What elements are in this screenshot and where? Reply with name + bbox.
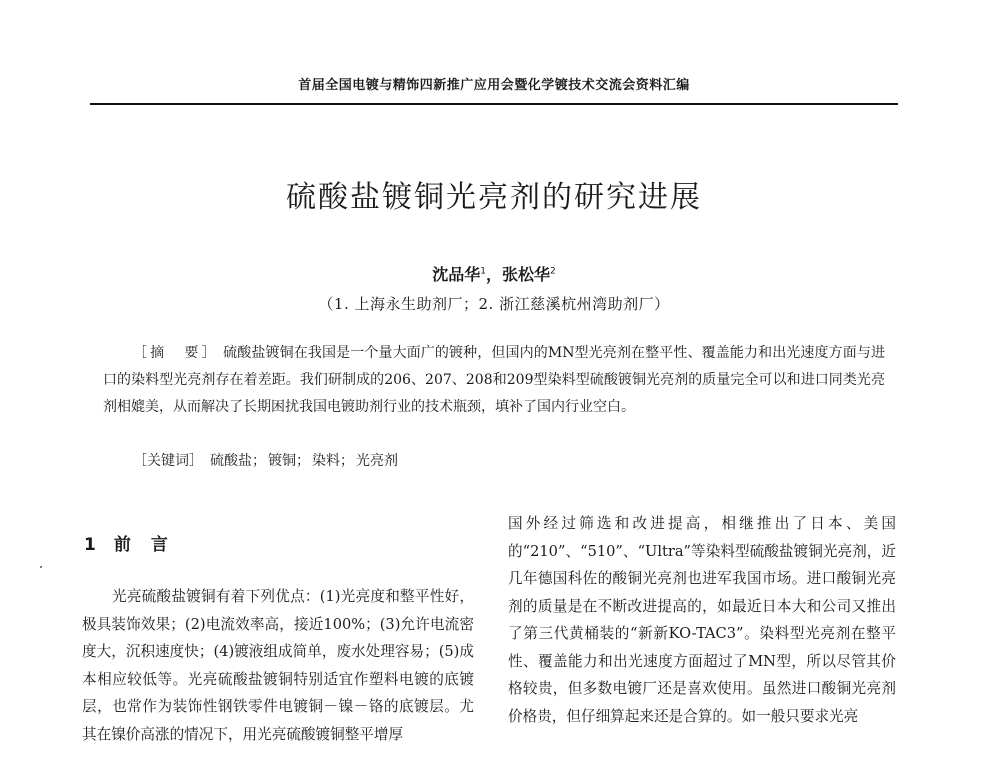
body-paragraph: 光亮硫酸盐镀铜有着下列优点：(1)光亮度和整平性好，极具装饰效果；(2)电流效率高，接近100%；(3)允许电流密度大，沉积速度快；(4)镀液组成简单，废水处理容易；(5)成本相应较低等。光亮硫酸盐镀铜特别适宜作塑料电镀的底镀层，也常作为装饰性钢铁零件电镀铜－镍－铬的底镀层。尤其在镍价高涨的情况下，用光亮硫酸镀铜整平增厚 [82, 588, 474, 743]
section-heading [84, 530, 474, 555]
author-separator: ， [485, 265, 502, 284]
keyword: 硫酸盐； [210, 453, 266, 469]
scan-speck [40, 566, 42, 568]
author-name: 张松华 [502, 265, 551, 284]
affiliations: （1. 上海永生助剂厂；2. 浙江慈溪杭州湾助剂厂） [318, 295, 670, 313]
running-head: 首届全国电镀与精饰四新推广应用会暨化学镀技术交流会资料汇编 [298, 78, 690, 93]
author-name: 沈品华 [432, 265, 481, 284]
keyword: 镀铜； [268, 453, 310, 469]
left-column [82, 530, 474, 748]
authors [90, 262, 898, 285]
body-paragraph: 国外经过筛选和改进提高，相继推出了日本、美国的“210”、“510”、“Ultra”等染料型硫酸盐镀铜光亮剂，近几年德国科佐的酸铜光亮剂也进军我国市场。进口酸铜光亮剂的质量是在不断改进提高的，如最近日本大和公司又推出了第三代黄桶装的“新新KO-TAC3”。染料型光亮剂在整平性、覆盖能力和出光速度方面超过了MN型，所以尽管其价格较贵，但多数电镀厂还是喜欢使用。虽然进口酸铜光亮剂价格贵，但仔细算起来还是合算的。如一般只要求光亮 [508, 515, 896, 725]
abstract-text: 硫酸盐镀铜在我国是一个量大面广的镀种，但国内的MN型光亮剂在整平性、覆盖能力和出光速度方面与进口的染料型光亮剂存在着差距。我们研制成的206、207、208和209型染料型硫酸镀铜光亮剂的质量完全可以和进口同类光亮剂相媲美，从而解决了长期困扰我国电镀助剂行业的技术瓶颈，填补了国内行业空白。 [103, 345, 886, 415]
abstract-label: ［摘 要］ [133, 345, 219, 361]
keyword: 染料； [312, 453, 354, 469]
keywords-label: ［关键词］ [133, 453, 196, 469]
section-number: 1 [84, 535, 96, 555]
keyword: 光亮剂 [356, 453, 398, 469]
article-title: 硫酸盐镀铜光亮剂的研究进展 [286, 180, 702, 215]
author-superscript: 2 [550, 266, 556, 277]
header-rule [90, 103, 898, 105]
section-title: 前言 [113, 535, 188, 555]
keywords [133, 448, 885, 475]
abstract [103, 340, 885, 421]
author-superscript: 1 [480, 266, 486, 277]
right-column [508, 510, 896, 730]
